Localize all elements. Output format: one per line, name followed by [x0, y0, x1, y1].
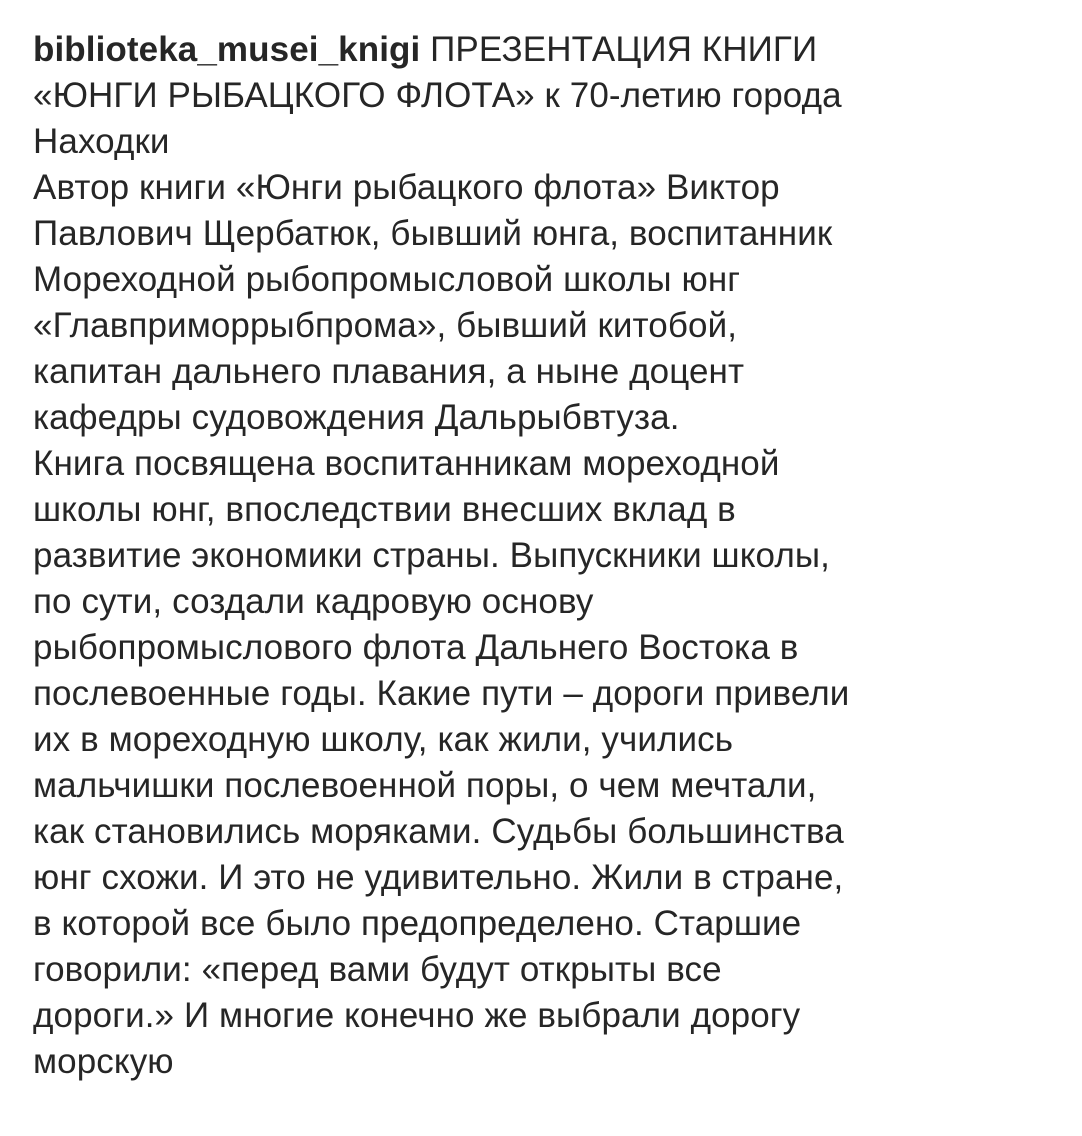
caption-line: как становились моряками. Судьбы большинства [33, 812, 844, 851]
caption-line: юнг схожи. И это не удивительно. Жили в стране, [33, 858, 844, 897]
caption-line: школы юнг, впоследствии внесших вклад в [33, 490, 736, 529]
caption-line: послевоенные годы. Какие пути – дороги привели [33, 674, 850, 713]
caption-line: рыбопромыслового флота Дальнего Востока в [33, 628, 799, 667]
caption-line: капитан дальнего плавания, а ныне доцент [33, 352, 745, 391]
caption-line: развитие экономики страны. Выпускники школы, [33, 536, 830, 575]
caption-line: «ЮНГИ РЫБАЦКОГО ФЛОТА» к 70-летию города [33, 76, 842, 115]
caption-line [33, 27, 1054, 73]
caption-line: Мореходной рыбопромысловой школы юнг [33, 260, 741, 299]
caption-line: Находки [33, 122, 170, 161]
username-link[interactable]: biblioteka_musei_knigi [33, 30, 421, 69]
caption-text: ПРЕЗЕНТАЦИЯ КНИГИ [430, 30, 818, 69]
caption-line: говорили: «перед вами будут открыты все [33, 950, 722, 989]
caption-line: Книга посвящена воспитанникам мореходной [33, 444, 780, 483]
caption-line: кафедры судовождения Дальрыбвтуза. [33, 398, 680, 437]
caption-line: дороги.» И многие конечно же выбрали дорогу [33, 996, 801, 1035]
caption-line: в которой все было предопределено. Старшие [33, 904, 802, 943]
caption-line: морскую [33, 1042, 174, 1081]
caption-line: мальчишки послевоенной поры, о чем мечтали, [33, 766, 817, 805]
caption-line: их в мореходную школу, как жили, учились [33, 720, 734, 759]
caption-line: «Главприморрыбпрома», бывший китобой, [33, 306, 738, 345]
caption-line: Автор книги «Юнги рыбацкого флота» Виктор [33, 168, 780, 207]
caption-line: по сути, создали кадровую основу [33, 582, 594, 621]
caption-line: Павлович Щербатюк, бывший юнга, воспитанник [33, 214, 833, 253]
